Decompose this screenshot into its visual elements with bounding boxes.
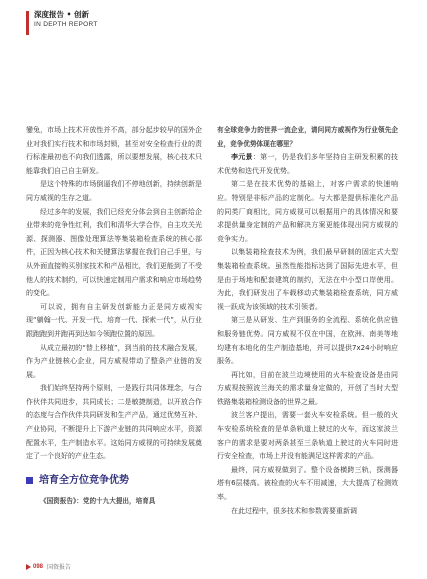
left-column (26, 124, 202, 509)
square-bullet-icon (26, 477, 33, 484)
page-number: 098 (33, 563, 44, 570)
paragraph: 可以说，拥有自主研发创新能力正是同方威视实现“躺翰一代、开发一代、培育一代、探索一代”，从行业跟跑跑到并跑再到达如今领跑位置的原因。 (26, 302, 202, 338)
answer-paragraph (217, 151, 398, 178)
answer-paragraph: 波兰客户提出，需要一套火车安检系统。但一般的火车安检系统检查的是单条轨道上驶过的火车，而这家波兰客户的需求是要对两条甚至三条轨道上驶过的火车同时进行安全检查，市场上并没有能满足这样需求的产品。 (217, 411, 398, 461)
paragraph: 我们始终坚持两个原则，一是践行共同体理念，与合作伙伴共同进步，共同成长；二是敏捷制造，以开放合作的态度与合作伙伴共同研发和生产产品，通过优势互补、产业协同，不断提升上下游产业链的共同响应水平，资源配置水平，生产制造水平。这始同方威视的可持续发展奠定了一个良好的产业生态。 (26, 384, 202, 461)
publication-name: 国资报告 (47, 564, 72, 571)
page-footer (26, 562, 71, 571)
section-title: 培育全方位竞争优势 (39, 474, 129, 486)
paragraph: 是这个特殊的市场倒逼我们不停地创新，持续创新是同方威视的生存之道。 (26, 180, 202, 202)
answer-text: ：第一，仍是我们多年坚持自主研发积累的技术优势和迭代开发优势。 (217, 153, 399, 175)
section-heading (26, 474, 202, 488)
question-text: ：党的十九大提出，培育具 (76, 497, 156, 506)
paragraph: 从成立最初的“替上移植”，到当前的技术融合发展，作为产业链核心企业，同方威视带动了整条产业链的发展。 (26, 343, 202, 379)
answer-paragraph: 在此过程中，很多技术和参数需要重新调 (231, 506, 357, 515)
answer-paragraph: 最终，同方威视做到了。整个设备横跨三轨，探测器塔有6层楼高。被检查的火车不用减速，大大提高了检测效率。 (217, 465, 398, 502)
answer-paragraph: 第二是在技术优势的基础上，对客户需求的快速响应。特别是非标产品的定制化。与大都是提供标准化产品的同类厂商相比，同方威视可以根据用户的具体情况和要求提供量身定制的产品和解决方案更能体现出同方威视的竞争实力。 (217, 180, 398, 243)
right-column (217, 124, 398, 518)
question-label: 《国资报告》 (40, 497, 77, 506)
header-accent-bar (26, 11, 29, 35)
speaker-name: 李元景 (231, 153, 253, 162)
page-marker-icon (26, 564, 31, 570)
interview-question-start (26, 495, 202, 509)
paragraph: 经过多年的发展，我们已经充分体会到自主创新给企业带来的竞争性红利，我们和清华大学合作，自主攻关光源、探测器、图像处理算法等集装箱检查系统的核心部件，正因为核心技术和关键算法掌握在我们自己手里，与从外面直接购买别家技术和产品相比，我们更能到了不受他人的技术制约，可以快速定制用户需求和响应市场趋势的变化。 (26, 207, 202, 298)
answer-paragraph: 以集装箱检查技术为例，我们最早研制的固定式大型集装箱检查系统。虽然性能指标达到了国际先进水平，但是由于场地和配套建筑的制约，无法在中小型口岸使用。为此，我们研发出了车载移动式集装箱检查系统，同方威视一跃成为该领域的技术引领者。 (217, 248, 398, 311)
answer-paragraph: 第三是从研发、生产到服务的全流程、系统化供应链和服务链优势。同方威视不仅在中国，在欧洲、南美等地均建有本地化的生产制造基地，并可以提供7x24小时响应服务。 (217, 316, 398, 366)
header-title: 深度报告 • 创新 (34, 10, 90, 19)
interview-question-cont: 有全球竞争力的世界一流企业，请问同方威视作为行业领先企业，竞争优势体现在哪里？ (217, 126, 398, 148)
answer-paragraph: 再比如，目前在波兰边境使用的火车检查设备是由同方威视按照波兰海关的需求量身定做的，开创了当时大型铁路集装箱检测设备的世界之最。 (217, 370, 398, 406)
paragraph: 鑾兔，市场上技术开放性并不高，部分起步较早的国外企业对我们实行技术和市场封锁，甚至对安全检查行业的责行标准最初也不向我们透露，所以要想发展，核心技术只能靠我们自己自主研发。 (26, 126, 202, 175)
header-subtitle: IN DEPTH REPORT (34, 21, 98, 28)
